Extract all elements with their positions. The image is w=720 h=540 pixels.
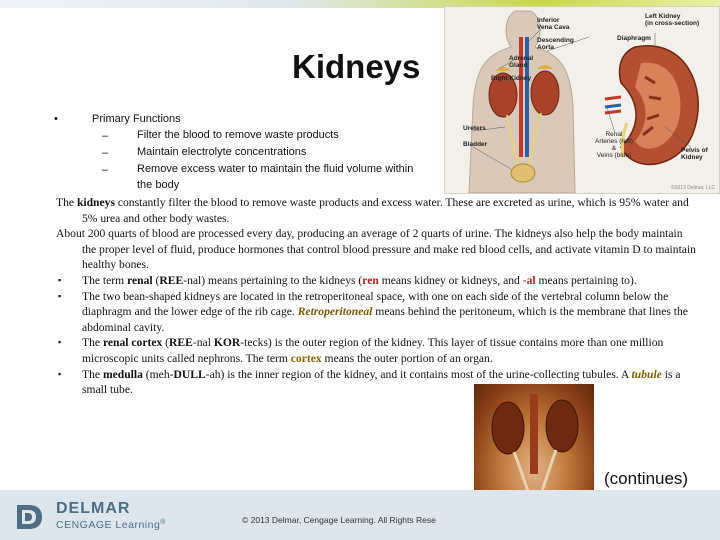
primary-functions-bullet: • (54, 113, 58, 125)
label-right-kidney: Right Kidney (491, 75, 532, 82)
bullet-dot: ▪ (58, 368, 62, 379)
diagram-copyright: ©2013 Delmar, LLC (671, 185, 715, 191)
retroperitoneal-bullet (56, 289, 696, 336)
text-run: constantly filter the blood to remove waste products and excess water. These are excreted as urine, which is 95% water and 5% urea and other body wastes. (82, 196, 689, 225)
label-descending-aorta: Descending Aorta (537, 37, 574, 51)
label-adrenal-gland: Adrenal Gland (509, 55, 534, 69)
medulla-bullet (56, 367, 696, 398)
blood-processing-paragraph: About 200 quarts of blood are processed every day, producing an average of 2 quarts of urine. The kidneys also help the body maintain the proper level of fluid, produce hormones that control blood pressure and make red blood cells, and activate vitamin D to maintain healthy bones. (56, 227, 696, 272)
term-kidneys: kidneys (76, 196, 115, 209)
text-run: -tecks) is the outer region of the kidney. This layer of tissue contains more than one million microscopic units called nephrons. The term (82, 336, 664, 365)
label-diaphragm: Diaphragm (617, 35, 651, 42)
bullet-dot: ▪ (58, 337, 62, 348)
pronunciation-stress: DULL (173, 367, 206, 381)
logo-wordmark-delmar: DELMAR (56, 500, 131, 517)
body-text (56, 195, 696, 398)
logo-registered-mark: ® (160, 519, 166, 526)
logo-cengage-text: CENGAGE Learning (56, 519, 161, 531)
text-run: ( (152, 273, 160, 287)
renal-cortex-bullet (56, 335, 696, 366)
label-pelvis-of-kidney: Pelvis of Kidney (681, 147, 708, 161)
kidneys-paragraph (56, 195, 696, 226)
text-run: The term (82, 273, 128, 287)
label-inferior-vena-cava: Inferior Vena Cava (537, 17, 570, 31)
text-run: The (82, 336, 103, 350)
text-run: -nal (192, 336, 214, 350)
pronunciation-stress: REE (169, 336, 193, 350)
word-part-al: -al (522, 273, 536, 287)
label-left-kidney: Left Kidney (in cross-section) (645, 13, 700, 27)
pronunciation-stress: KOR (213, 336, 241, 350)
text-run: The two bean-shaped kidneys are located in the retroperitoneal space, with one on each side of the vertebral column below the diaphragm and the lower edge of the rib cage. (82, 289, 669, 319)
term-medulla: medulla (102, 367, 143, 381)
renal-bullet (56, 273, 696, 289)
function-item: Remove excess water to maintain the fluid volume within the body (137, 163, 414, 191)
delmar-logo-icon (14, 502, 44, 532)
label-bladder: Bladder (463, 141, 488, 148)
label-ureters: Ureters (463, 125, 486, 132)
pronunciation-stress: REE (159, 273, 184, 287)
primary-functions-title: Primary Functions (92, 113, 181, 125)
dash-marker: – (102, 130, 109, 142)
bullet-dot: ▪ (58, 274, 62, 285)
dash-marker: – (102, 164, 109, 176)
term-tubule: tubule (631, 367, 662, 381)
footer-copyright: © 2013 Delmar, Cengage Learning. All Rights Rese (242, 515, 436, 525)
text-run: ( (162, 336, 170, 350)
function-item: Maintain electrolyte concentrations (137, 146, 307, 158)
text-run: means kidney or kidneys, and (378, 273, 523, 287)
text-run: means the outer portion of an organ. (321, 351, 493, 365)
term-retroperitoneal: Retroperitoneal (297, 305, 373, 319)
kidney-anatomy-diagram (444, 6, 720, 194)
logo-wordmark-cengage (56, 519, 166, 531)
term-renal: renal (127, 273, 153, 287)
anatomy-illustration (445, 7, 719, 193)
label-renal-arteries-veins: Renal Arteries (red) & Veins (blue) (595, 131, 633, 159)
text-run: The (82, 367, 103, 381)
term-cortex: cortex (290, 351, 322, 365)
text-run: means pertaining to). (535, 273, 637, 287)
term-renal-cortex: renal cortex (102, 336, 163, 350)
text-run: means behind the peritoneum, which is the membrane that lines the abdominal cavity. (82, 305, 688, 334)
slide-title: Kidneys (292, 48, 421, 85)
word-part-ren: ren (362, 273, 379, 287)
text-run: -ah) is the inner region of the kidney, and it contains most of the urine-collecting tubules. A (205, 367, 632, 381)
text-run: is a small tube. (82, 367, 681, 397)
dash-marker: – (102, 147, 109, 159)
text-run: (meh- (142, 367, 174, 381)
text-run: -nal) means pertaining to the kidneys ( (183, 273, 363, 287)
bullet-dot: ▪ (58, 290, 62, 301)
text-run: The (56, 196, 77, 209)
continues-note: (continues) (604, 469, 689, 488)
function-item: Filter the blood to remove waste products (137, 129, 339, 141)
